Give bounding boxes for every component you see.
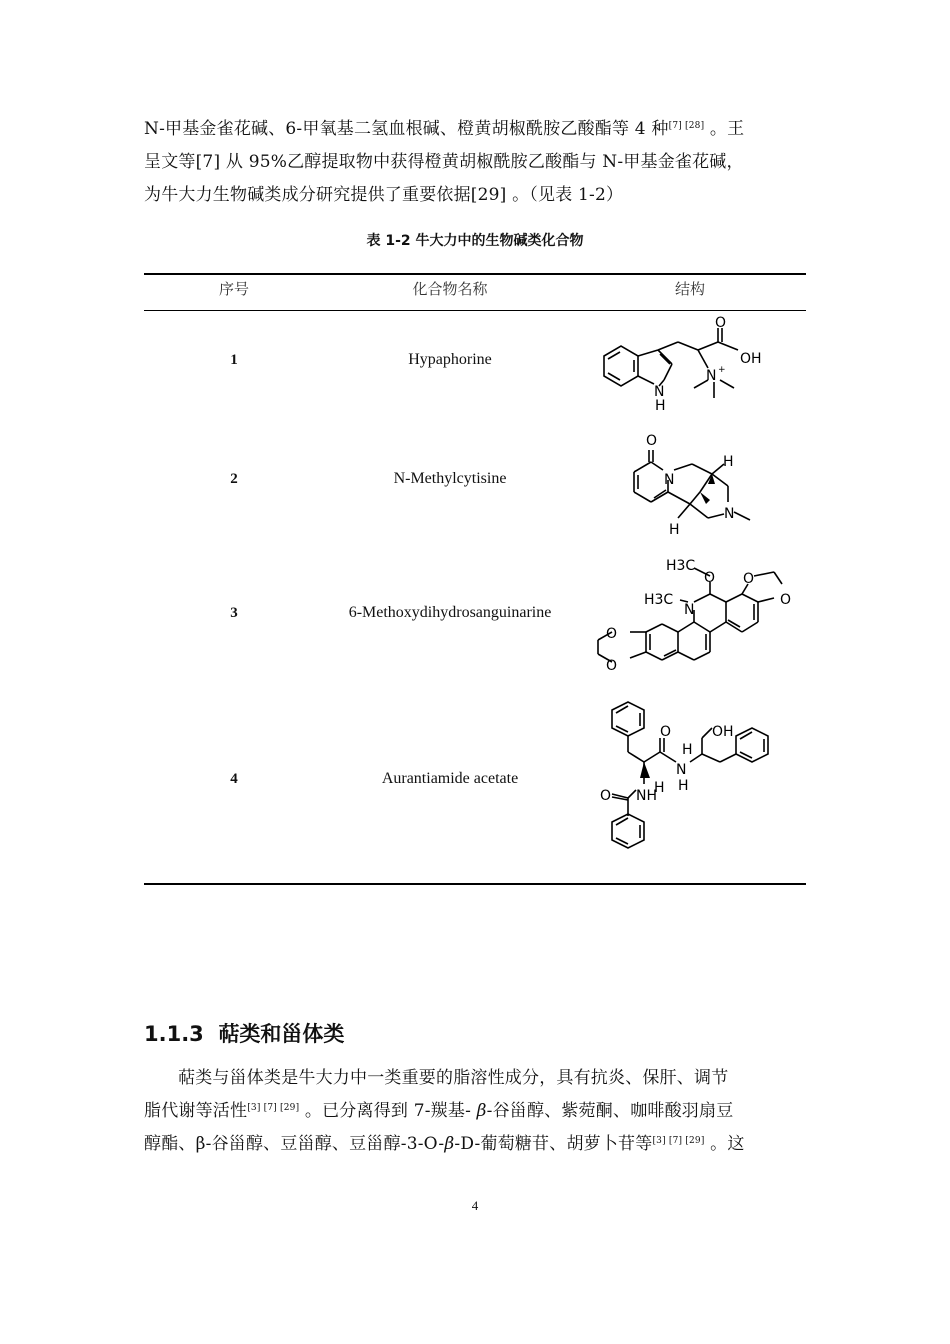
- row-1-name: Hypaphorine: [408, 351, 492, 368]
- row-4-name: Aurantiamide acetate: [381, 770, 519, 787]
- bridgehead-h2-label: H: [669, 522, 680, 538]
- amide-n-label: N: [676, 762, 687, 778]
- hydroxyl-label: OH: [712, 724, 734, 740]
- intro-line-2: 呈文等[7] 从 95%乙醇提取物中获得橙黄胡椒酰胺乙酸酯与 N-甲基金雀花碱，: [144, 152, 744, 172]
- page-number: 4: [471, 1198, 479, 1213]
- row-3-number: 3: [230, 605, 238, 621]
- citation: [3] [7] [29]: [652, 1136, 705, 1146]
- table-bottom-rule: [144, 883, 806, 885]
- body-paragraph: [144, 1062, 806, 1161]
- benzoyl-o-label: O: [600, 788, 612, 804]
- carbonyl-o-label: O: [646, 433, 658, 449]
- citation: [3] [7] [29]: [247, 1103, 300, 1113]
- plus-charge: +: [718, 365, 726, 375]
- body-line-1: 萜类与甾体类是牛大力中一类重要的脂溶性成分，具有抗炎、保肝、调节: [178, 1068, 729, 1088]
- dioxole-o-label-2: O: [780, 592, 792, 608]
- methoxy-o-label: O: [704, 570, 716, 586]
- citation: [7] [28]: [668, 121, 705, 131]
- amide-o-label: O: [660, 724, 672, 740]
- aurantiamide-acetate-structure: [598, 700, 788, 870]
- section-heading: [144, 1018, 344, 1048]
- amine-n-label: N: [724, 506, 735, 522]
- indole-n-label: N: [654, 384, 665, 400]
- hypaphorine-structure: [596, 316, 786, 416]
- header-structure: 结构: [674, 280, 705, 298]
- body-line-2: 脂代谢等活性[3] [7] [29] 。已分离得到 7-羰基- β-谷甾醇、紫菀酮、咖啡酸羽扇豆: [144, 1101, 734, 1121]
- hydroxyl-label: OH: [740, 351, 762, 367]
- amide-n-label: N: [664, 472, 675, 488]
- stereo-h-label-1: H: [682, 742, 693, 758]
- amide-h-label: H: [678, 778, 689, 794]
- header-compound-name: 化合物名称: [412, 280, 488, 298]
- n-methylcytisine-structure: [616, 428, 766, 540]
- table-top-rule: [144, 273, 806, 275]
- methoxydihydrosanguinarine-structure: [584, 554, 806, 680]
- body-line-3: 醇酯、β-谷甾醇、豆甾醇、豆甾醇-3-O-β-D-葡萄糖苷、胡萝卜苷等[3] [7] [29] 。这: [144, 1134, 745, 1154]
- row-1-number: 1: [230, 352, 238, 368]
- dioxole-o-label-3: O: [606, 626, 618, 642]
- benzamide-nh-label: NH: [636, 788, 657, 804]
- table-caption: 表 1-2 牛大力中的生物碱类化合物: [366, 233, 584, 249]
- row-2-number: 2: [230, 471, 238, 487]
- ring-n-label: N: [684, 602, 695, 618]
- intro-line-3: 为牛大力生物碱类成分研究提供了重要依据[29] 。（见表 1-2）: [144, 185, 624, 205]
- table-header-rule: [144, 310, 806, 311]
- dioxole-o-label-4: O: [606, 658, 618, 674]
- row-4-number: 4: [230, 771, 238, 787]
- section-title-text: 萜类和甾体类: [218, 1022, 345, 1046]
- row-3-name: 6-Methoxydihydrosanguinarine: [348, 604, 552, 621]
- h3c-n-label: H3C: [644, 592, 674, 608]
- dioxole-o-label-1: O: [743, 571, 755, 587]
- stereo-h-label-2: H: [654, 780, 665, 796]
- indole-h-label: H: [655, 398, 666, 414]
- header-index: 序号: [218, 280, 249, 298]
- section-number: 1.1.3: [144, 1022, 204, 1046]
- intro-paragraph: [144, 113, 806, 212]
- oxygen-label: O: [715, 316, 727, 331]
- bridgehead-h-label: H: [723, 454, 734, 470]
- ammonium-label: N: [706, 368, 717, 384]
- intro-line-1: N-甲基金雀花碱、6-甲氧基二氢血根碱、橙黄胡椒酰胺乙酸酯等 4 种[7] [28] 。王: [144, 119, 745, 139]
- row-2-name: N-Methylcytisine: [393, 470, 507, 487]
- h3c-methoxy-label: H3C: [666, 558, 696, 574]
